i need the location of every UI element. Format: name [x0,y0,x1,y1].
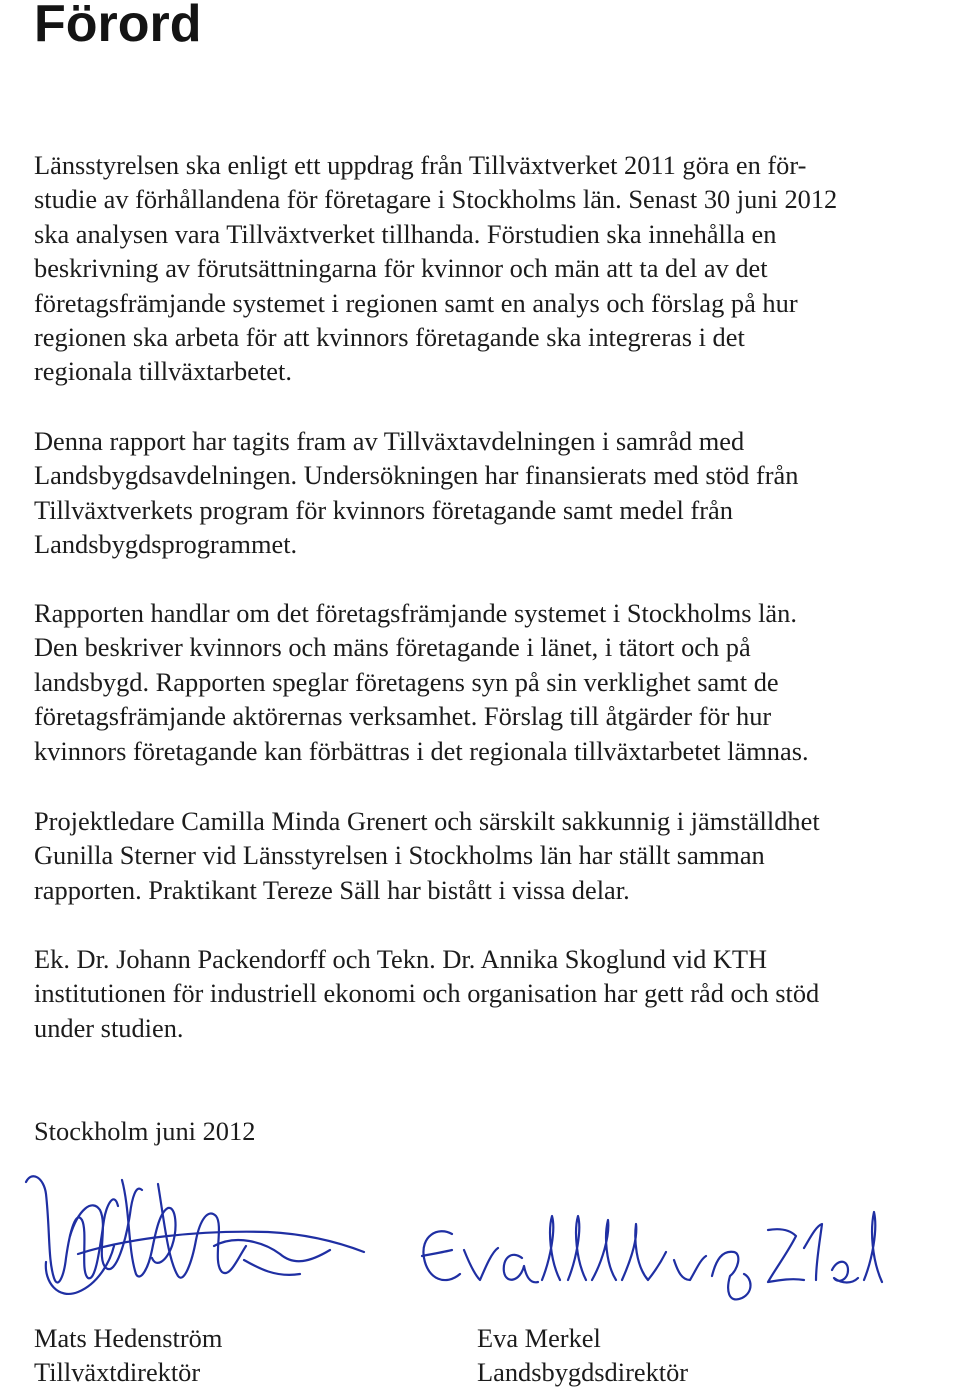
text-line: Denna rapport har tagits fram av Tillväxtavdelningen i samråd med [34,426,745,456]
text-line: beskrivning av förutsättningarna för kvinnor och män att ta del av det [34,253,768,284]
signatory-title-eva: Landsbygdsdirektör [477,1357,689,1387]
page-title: Förord [34,0,202,53]
signatory-name-eva: Eva Merkel [477,1323,601,1353]
text-line: Projektledare Camilla Minda Grenert och särskilt sakkunnig i jämställdhet [34,806,820,836]
text-line: Landsbygdsprogrammet. [34,529,298,560]
text-line: regionen ska arbeta för att kvinnors företagande ska integreras i det [34,322,745,353]
paragraph-authors [34,804,939,907]
text-line: Den beskriver kvinnors och mäns företagande i länet, i tätort och på [34,632,751,663]
signature-mats-hedenstrom [18,1150,378,1320]
text-line: kvinnors företagande kan förbättras i det regionala tillväxtarbetet lämnas. [34,735,809,766]
text-line: regionala tillväxtarbetet. [34,356,292,387]
text-line: företagsfrämjande systemet i regionen samt en analys och förslag på hur [34,287,798,318]
text-line: ska analysen vara Tillväxtverket tillhanda. Förstudien ska innehålla en [34,218,777,249]
text-line: institutionen för industriell ekonomi och organisation har gett råd och stöd [34,978,820,1009]
text-line: företagsfrämjande aktörernas verksamhet. Förslag till åtgärder för hur [34,701,772,732]
place-date: Stockholm juni 2012 [34,1116,256,1146]
signature-eva-merkel [412,1200,902,1320]
paragraph-advisors [34,942,939,1045]
paragraph-assignment [34,148,939,389]
text-line: rapporten. Praktikant Tereze Säll har bistått i vissa delar. [34,874,630,905]
text-line: Gunilla Sterner vid Länsstyrelsen i Stockholms län har ställt samman [34,840,765,871]
text-line: landsbygd. Rapporten speglar företagens syn på sin verklighet samt de [34,666,779,697]
text-line: Rapporten handlar om det företagsfrämjande systemet i Stockholms län. [34,598,797,628]
text-line: Ek. Dr. Johann Packendorff och Tekn. Dr. Annika Skoglund vid KTH [34,944,768,974]
signatory-name-mats: Mats Hedenström [34,1323,223,1353]
text-line: Tillväxtverkets program för kvinnors företagande samt medel från [34,494,733,525]
text-line: Länsstyrelsen ska enligt ett uppdrag från Tillväxtverket 2011 göra en för- [34,150,807,180]
text-line: Landsbygdsavdelningen. Undersökningen har finansierats med stöd från [34,460,799,491]
text-line: studie av förhållandena för företagare i Stockholms län. Senast 30 juni 2012 [34,184,838,215]
paragraph-funding [34,424,939,562]
signatory-title-mats: Tillväxtdirektör [34,1357,201,1387]
text-line: under studien. [34,1012,184,1043]
paragraph-report-content [34,596,939,768]
